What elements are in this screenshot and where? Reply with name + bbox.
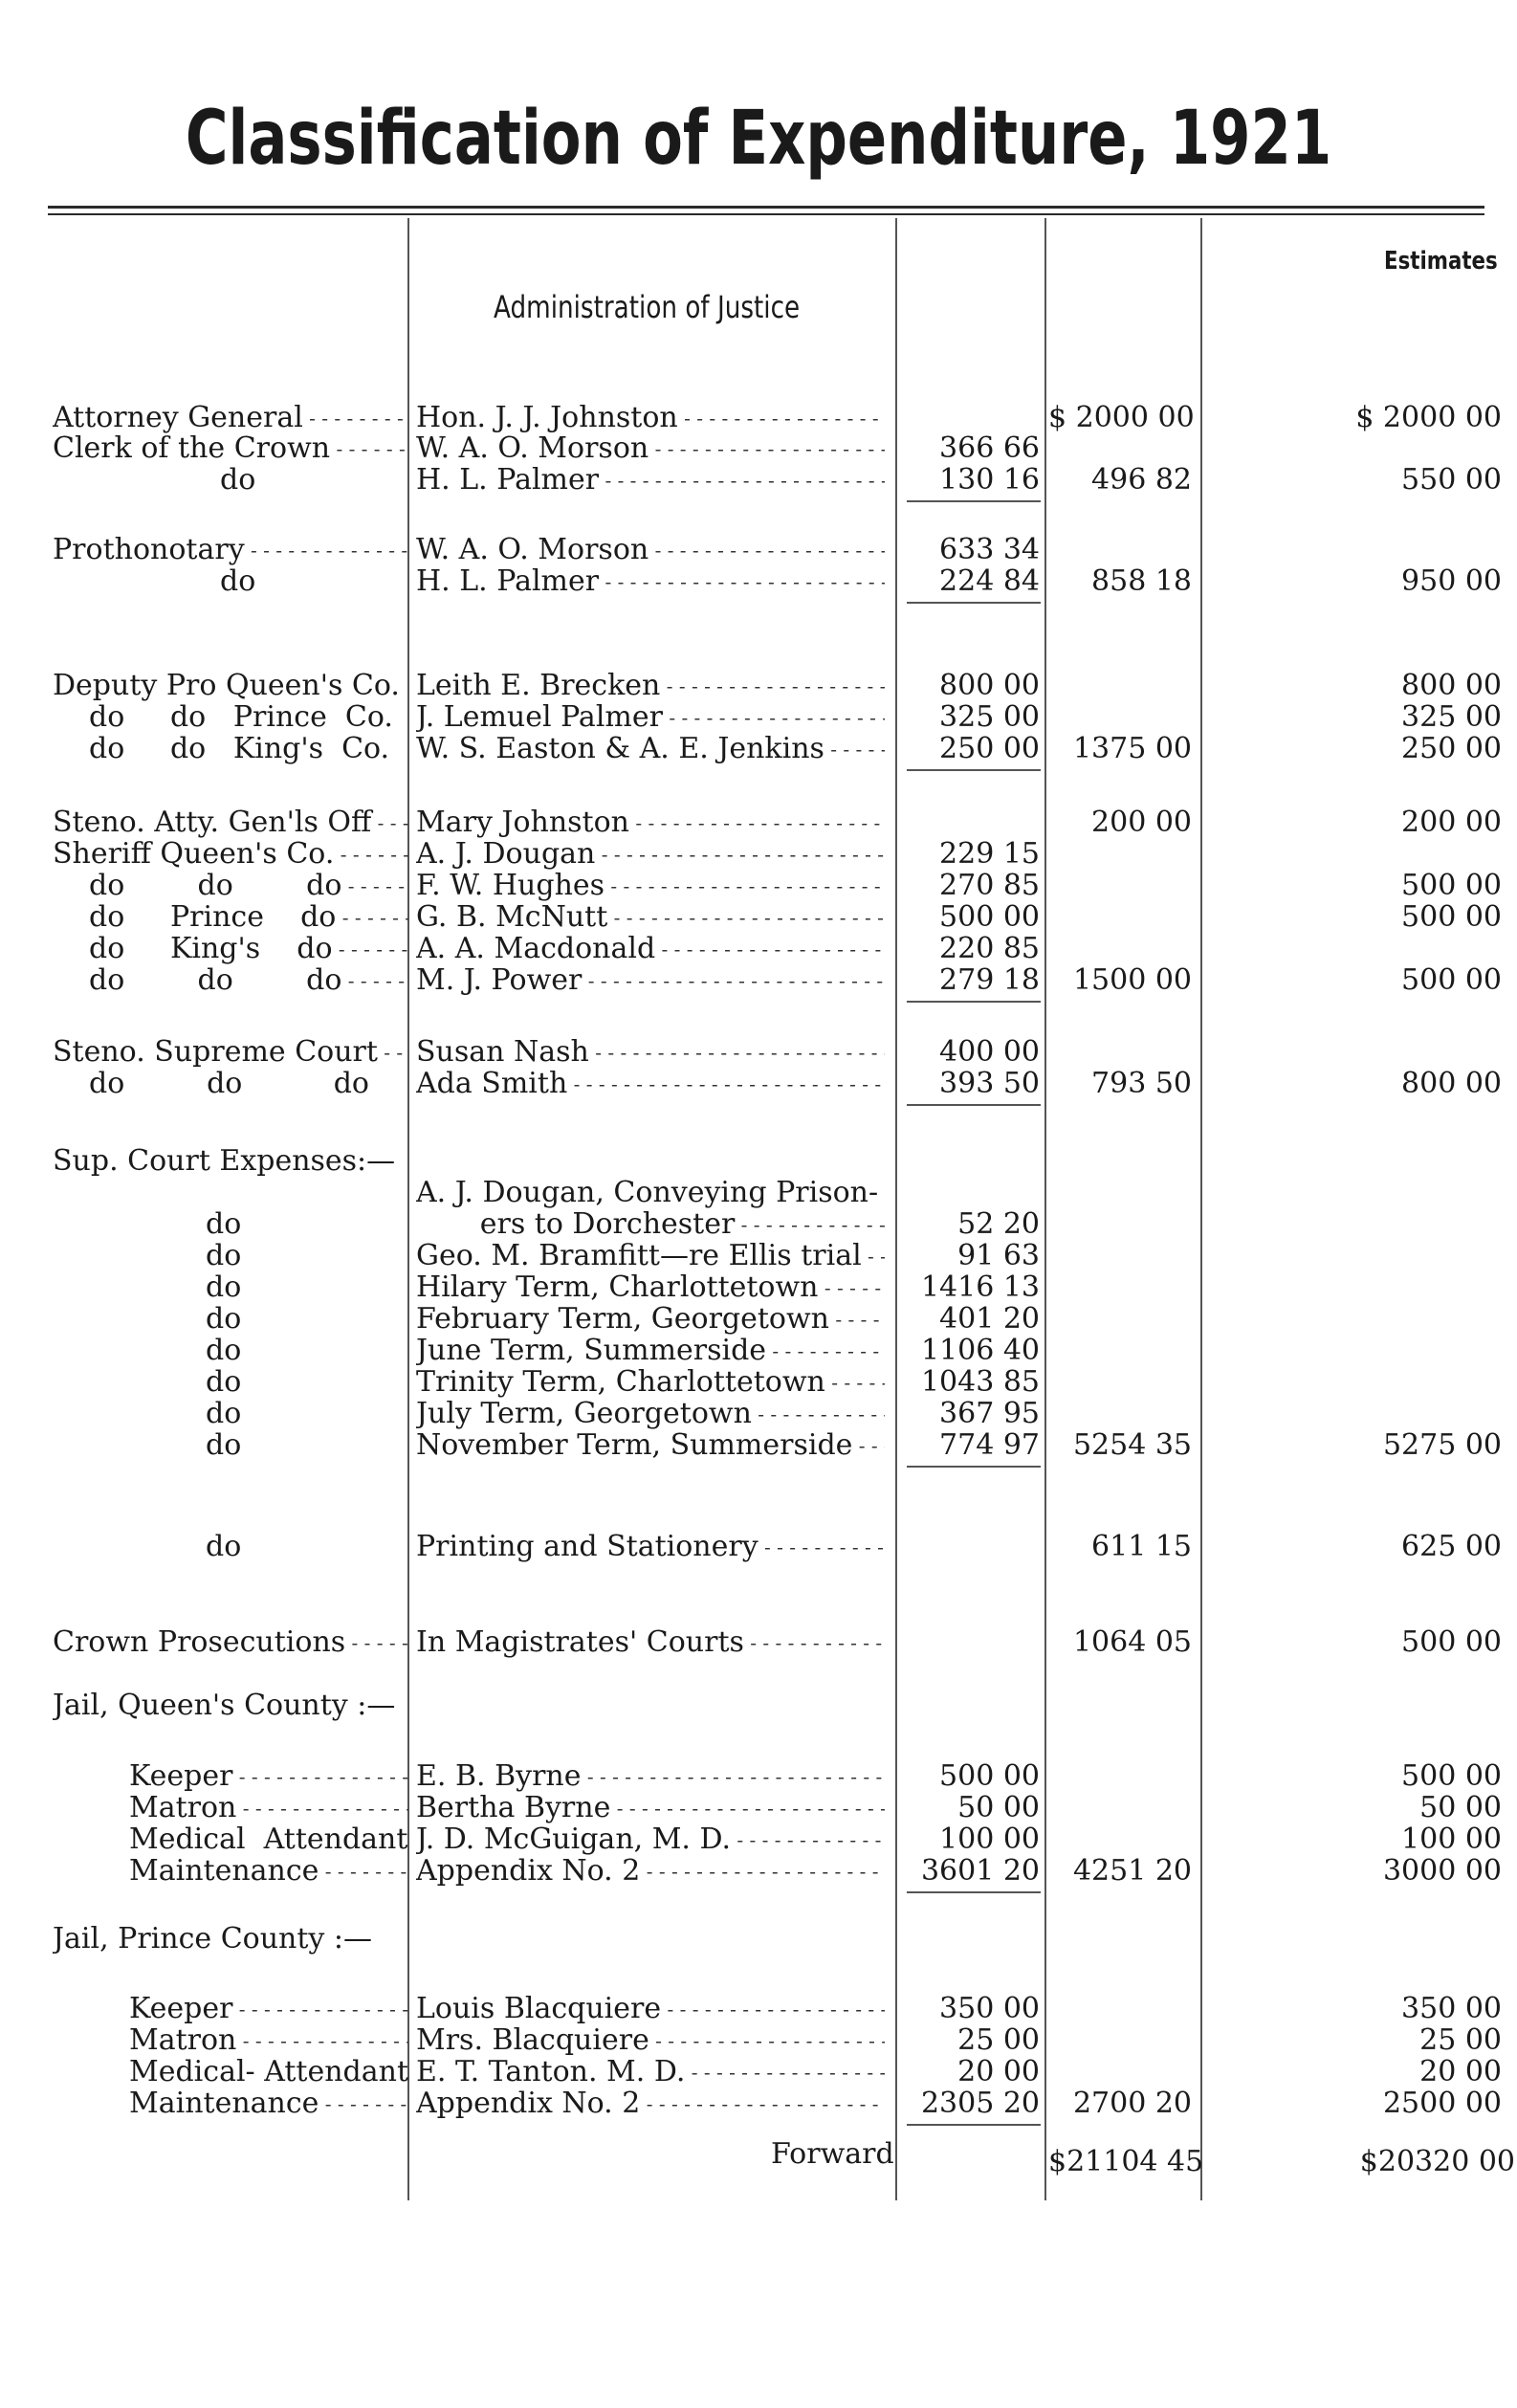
estimates-header: Estimates [1384,247,1498,276]
row-label-text: do [206,1208,242,1241]
row-payee-text: H. L. Palmer - - - [416,464,885,497]
row-payee [416,1335,885,1367]
row-label-text: Maintenance - - - [53,2088,408,2120]
row-estimate-amount: 625 00 [1401,1530,1502,1563]
row-payee-text: A. J. Dougan, Conveying Prison- [416,1177,879,1209]
row-payee-text: E. T. Tanton. M. D. - - - [416,2056,885,2088]
row-payee [416,1366,885,1399]
row-item-amount: 500 00 [939,1759,1040,1793]
row-estimate-amount: 25 00 [1419,2023,1502,2057]
row-label-text: Crown Prosecutions - - - [53,1626,408,1659]
row-item-amount: 100 00 [939,1823,1040,1856]
row-estimate-amount: 50 00 [1419,1791,1502,1824]
row-total-amount: 200 00 [1091,806,1192,839]
page-title: Classification of Expenditure, 1921 [185,96,1332,182]
row-payee [416,701,885,734]
row-label-text: do [206,1271,242,1304]
row-payee [416,1303,885,1336]
row-payee [416,870,885,902]
row-label [53,670,408,702]
row-payee [416,2024,885,2057]
row-payee-text: F. W. Hughes - - - [416,870,885,902]
row-estimate-amount: 800 00 [1401,1067,1502,1100]
row-total-amount: $ 2000 00 [1048,401,1195,434]
row-payee-text: A. J. Dougan - - - [416,838,885,871]
row-label-text: do [206,1429,242,1462]
row-item-amount: 224 84 [939,564,1040,598]
row-label-text: Sup. Court Expenses:— [53,1145,396,1178]
row-payee [416,733,885,765]
row-label [53,1760,408,1793]
subtotal-rule [907,769,1041,771]
row-label [53,933,408,965]
row-payee-text: Geo. M. Bramfitt—re Ellis trial - - - [416,1240,885,1272]
row-estimate-amount: 500 00 [1401,963,1502,997]
row-payee-text: G. B. McNutt - - - [416,901,885,934]
row-payee [416,1145,885,1178]
row-payee [416,1855,885,1888]
row-label [53,1271,408,1304]
row-payee-text: ers to Dorchester - - - [416,1208,885,1241]
row-payee [416,670,885,702]
row-estimate-amount: 500 00 [1401,1759,1502,1793]
row-item-amount: 367 95 [939,1397,1040,1430]
row-estimate-amount: 200 00 [1401,806,1502,839]
row-label-text: Steno. Atty. Gen'ls Off - - - [53,806,408,839]
subtotal-rule [907,1466,1041,1468]
row-payee-text: February Term, Georgetown - - - [416,1303,885,1336]
row-payee [416,1240,885,1272]
row-payee [416,1690,885,1722]
row-item-amount: 366 66 [939,431,1040,465]
subtotal-rule [907,1001,1041,1003]
row-label-text: do [206,1303,242,1336]
row-payee-text: Hilary Term, Charlottetown - - - [416,1271,885,1304]
row-label [53,565,408,598]
row-label [53,1145,408,1178]
row-estimate-amount: 950 00 [1401,564,1502,598]
row-item-amount: 800 00 [939,669,1040,702]
row-label [53,1208,408,1241]
row-payee [416,901,885,934]
forward-item-rule [907,2124,1041,2126]
row-label-text: Keeper - - - [53,1993,408,2025]
row-label-text: Jail, Prince County :— [53,1923,373,1955]
row-payee [416,1068,885,1100]
row-payee [416,1177,885,1209]
row-label-text: Medical- Attendant [129,2056,408,2088]
row-payee-text: J. D. McGuigan, M. D. - - - [416,1823,885,1856]
row-payee-text: E. B. Byrne - - - [416,1760,885,1793]
row-payee-text: A. A. Macdonald - - - [416,933,885,965]
row-label-text: Keeper - - - [53,1760,408,1793]
row-estimate-amount: 800 00 [1401,669,1502,702]
row-payee-text: Bertha Byrne - - - [416,1792,885,1824]
row-label [53,2024,408,2057]
forward-estimate: $20320 00 [1359,2145,1515,2178]
row-label [53,432,408,465]
row-item-amount: 250 00 [939,732,1040,765]
row-item-amount: 20 00 [957,2055,1040,2088]
row-label [53,1398,408,1430]
row-payee [416,1792,885,1824]
row-label [53,1855,408,1888]
row-estimate-amount: 325 00 [1401,700,1502,734]
row-payee-text: W. A. O. Morson - - - [416,432,885,465]
subtotal-rule [907,500,1041,502]
row-estimate-amount: 500 00 [1401,869,1502,902]
row-label [53,1335,408,1367]
row-label [53,870,408,902]
row-label [53,464,408,497]
row-item-amount: 325 00 [939,700,1040,734]
row-item-amount: 2305 20 [920,2087,1040,2120]
row-payee [416,1398,885,1430]
row-item-amount: 1106 40 [920,1334,1040,1367]
row-label-text: do do do [89,1068,369,1100]
row-item-amount: 229 15 [939,837,1040,871]
row-payee-text: Leith E. Brecken - - - [416,670,885,702]
row-payee [416,806,885,839]
row-item-amount: 52 20 [957,1207,1040,1241]
row-payee [416,2056,885,2088]
row-estimate-amount: 5275 00 [1382,1428,1502,1462]
row-estimate-amount: 100 00 [1401,1823,1502,1856]
row-label [53,1177,408,1209]
row-payee-text: Appendix No. 2 - - - [416,2088,885,2120]
row-payee [416,432,885,465]
row-item-amount: 220 85 [939,932,1040,965]
row-label [53,1531,408,1563]
row-estimate-amount: 550 00 [1401,463,1502,497]
row-payee-text: J. Lemuel Palmer - - - [416,701,885,734]
row-payee [416,464,885,497]
row-estimate-amount: 500 00 [1401,900,1502,934]
row-total-amount: 793 50 [1091,1067,1192,1100]
row-total-amount: 5254 35 [1072,1428,1192,1462]
row-label [53,1036,408,1069]
row-label [53,1690,408,1722]
row-total-amount: 611 15 [1091,1530,1192,1563]
row-label-text: do [206,1398,242,1430]
row-label-text: Jail, Queen's County :— [53,1690,396,1722]
row-item-amount: 401 20 [939,1302,1040,1336]
subtotal-rule [907,1891,1041,1893]
row-label-text: do [206,1335,242,1367]
row-label [53,701,408,734]
row-payee [416,838,885,871]
row-label [53,1923,408,1955]
row-item-amount: 774 97 [939,1428,1040,1462]
row-payee-text: W. A. O. Morson - - - [416,534,885,566]
row-label-text: Maintenance - - - [53,1855,408,1888]
row-label-text: do [206,1240,242,1272]
row-payee-text: Susan Nash - - - [416,1036,885,1069]
row-item-amount: 400 00 [939,1035,1040,1069]
row-label [53,733,408,765]
forward-label: Forward [771,2137,894,2171]
row-item-amount: 393 50 [939,1067,1040,1100]
row-item-amount: 130 16 [939,463,1040,497]
section-header: Administration of Justice [494,289,801,325]
row-total-amount: 1064 05 [1072,1625,1192,1659]
row-label [53,838,408,871]
row-label-text: do [220,464,256,497]
row-label-text: Medical Attendant [129,1823,408,1856]
row-payee [416,1208,885,1241]
row-item-amount: 500 00 [939,900,1040,934]
row-total-amount: 2700 20 [1072,2087,1192,2120]
row-label [53,1792,408,1824]
row-label-text: do do King's Co. [89,733,390,765]
row-label [53,1993,408,2025]
row-label [53,1303,408,1336]
row-total-amount: 1375 00 [1072,732,1192,765]
row-label-text: do [206,1531,242,1563]
row-payee [416,1993,885,2025]
row-total-amount: 496 82 [1091,463,1192,497]
row-payee [416,402,885,434]
row-payee-text: June Term, Summerside - - - [416,1335,885,1367]
row-item-amount: 279 18 [939,963,1040,997]
row-payee [416,1760,885,1793]
row-label [53,1823,408,1856]
row-label-text: Clerk of the Crown - - - [53,432,408,465]
row-payee-text: Printing and Stationery - - - [416,1531,885,1563]
row-label [53,901,408,934]
row-item-amount: 270 85 [939,869,1040,902]
row-total-amount: 858 18 [1091,564,1192,598]
row-payee [416,565,885,598]
row-estimate-amount: 250 00 [1401,732,1502,765]
row-label [53,2056,408,2088]
row-item-amount: 1043 85 [920,1365,1040,1399]
row-label [53,964,408,997]
row-label [53,806,408,839]
row-item-amount: 633 34 [939,533,1040,566]
forward-total: $21104 45 [1048,2145,1204,2178]
row-payee-text: Appendix No. 2 - - - [416,1855,885,1888]
row-label-text: do [220,565,256,598]
row-payee [416,1429,885,1462]
subtotal-rule [907,602,1041,604]
row-item-amount: 1416 13 [920,1270,1040,1304]
row-label-text: do Prince do - - - [53,901,408,934]
row-estimate-amount: 350 00 [1401,1992,1502,2025]
row-item-amount: 350 00 [939,1992,1040,2025]
row-label-text: Steno. Supreme Court - - - [53,1036,408,1069]
row-payee-text: July Term, Georgetown - - - [416,1398,885,1430]
row-payee-text: Hon. J. J. Johnston - - - [416,402,885,434]
row-label [53,1429,408,1462]
row-payee-text: Mrs. Blacquiere - - - [416,2024,885,2057]
row-payee-text: Trinity Term, Charlottetown - - - [416,1366,885,1399]
row-item-amount: 50 00 [957,1791,1040,1824]
row-label [53,1068,408,1100]
row-label [53,1240,408,1272]
row-item-amount: 3601 20 [920,1854,1040,1888]
row-payee-text: November Term, Summerside - - - [416,1429,885,1462]
row-payee [416,964,885,997]
row-payee-text: Ada Smith - - - [416,1068,885,1100]
row-label-text: Matron - - - [53,1792,408,1824]
row-estimate-amount: 3000 00 [1382,1854,1502,1888]
row-payee-text: In Magistrates' Courts - - - [416,1626,885,1659]
row-payee [416,1531,885,1563]
row-total-amount: 4251 20 [1072,1854,1192,1888]
row-payee-text: Louis Blacquiere - - - [416,1993,885,2025]
row-payee-text: M. J. Power - - - [416,964,885,997]
row-label [53,1366,408,1399]
row-payee-text: H. L. Palmer - - - [416,565,885,598]
row-payee [416,1036,885,1069]
row-label-text: Matron - - - [53,2024,408,2057]
row-item-amount: 91 63 [957,1239,1040,1272]
row-payee [416,534,885,566]
row-label [53,2088,408,2120]
row-label-text: do King's do - - - [53,933,408,965]
row-payee-text: Mary Johnston - - - [416,806,885,839]
row-estimate-amount: 20 00 [1419,2055,1502,2088]
row-estimate-amount: 500 00 [1401,1625,1502,1659]
row-label-text: do [206,1366,242,1399]
row-payee [416,1626,885,1659]
row-label-text: Sheriff Queen's Co. - - - [53,838,408,871]
row-payee [416,1271,885,1304]
row-label-text: do do do - - - [53,870,408,902]
row-payee [416,1923,885,1955]
row-label-text: Attorney General - - - [53,402,408,434]
row-total-amount: 1500 00 [1072,963,1192,997]
row-label-text: do do do - - - [53,964,408,997]
row-label-text: Prothonotary - - - [53,534,408,566]
row-payee [416,933,885,965]
row-payee [416,2088,885,2120]
subtotal-rule [907,1104,1041,1106]
row-label [53,402,408,434]
row-label-text: do do Prince Co. [89,701,393,734]
row-estimate-amount: $ 2000 00 [1355,401,1502,434]
row-label-text: Deputy Pro Queen's Co. [53,670,400,702]
row-payee-text: W. S. Easton & A. E. Jenkins - - - [416,733,885,765]
row-item-amount: 25 00 [957,2023,1040,2057]
row-estimate-amount: 2500 00 [1382,2087,1502,2120]
row-payee [416,1823,885,1856]
row-label [53,534,408,566]
row-label [53,1626,408,1659]
